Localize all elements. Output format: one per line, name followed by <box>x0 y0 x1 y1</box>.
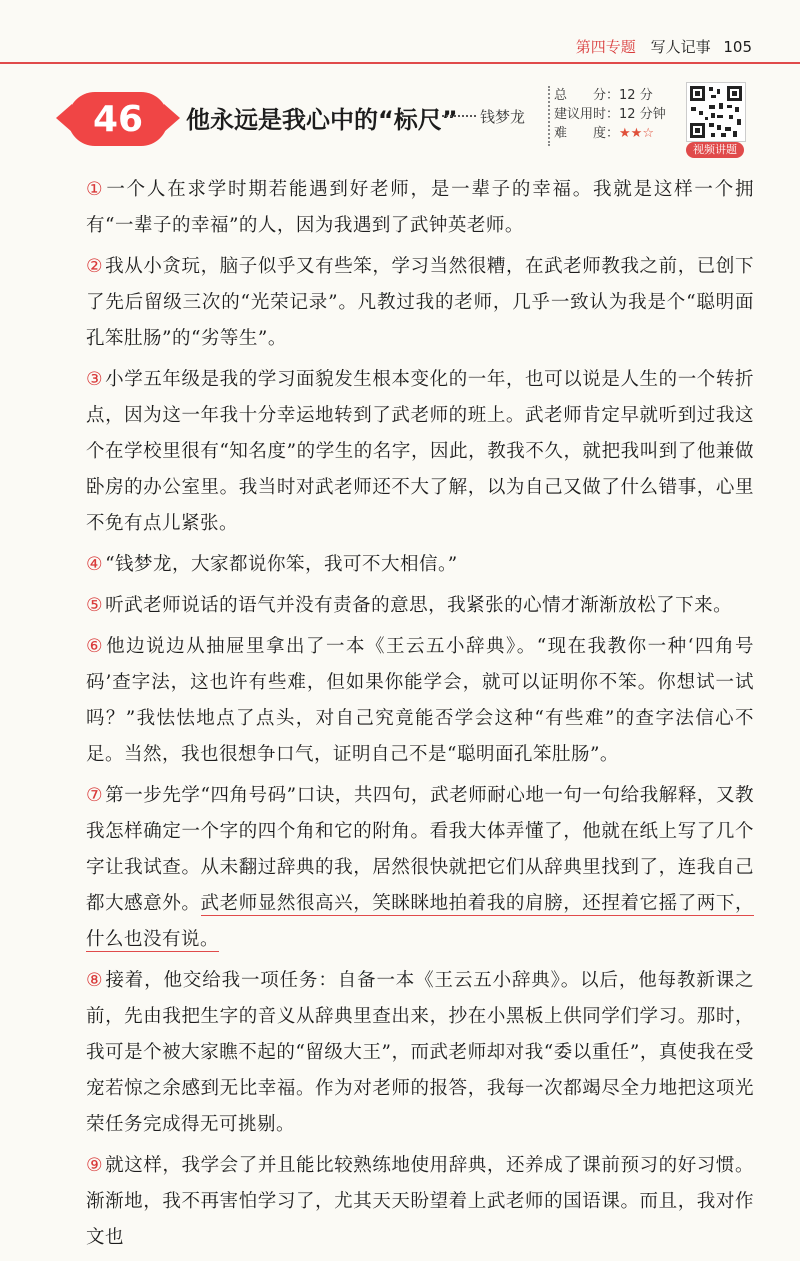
paragraph-number: ⑨ <box>86 1155 104 1176</box>
page-header <box>576 36 752 57</box>
header-divider <box>0 62 800 64</box>
difficulty-star-empty-icon: ☆ <box>642 126 654 141</box>
time-row <box>554 105 678 124</box>
paragraph-number: ② <box>86 256 104 277</box>
difficulty-row <box>554 124 678 143</box>
section-label: 写人记事 <box>650 38 711 56</box>
paragraph <box>86 963 754 1143</box>
topic-label: 第四专题 <box>575 38 636 56</box>
paragraph-text: 第一步先学“四角号码”口诀，共四句，武老师耐心地一句一句给我解释，又教我怎样确定一个字的四个角和它的附角。看我大体弄懂了，他就在纸上写了几个字让我试查。从未翻过辞典的我，居然很快就把它们从辞典里找到了，连我自己都大感意外。 <box>86 785 755 914</box>
paragraph-text: 他边说边从抽屉里拿出了一本《王云五小辞典》。“现在我教你一种‘四角号码’查字法，这也许有些难，但如果你能学会，就可以证明你不笨。你想试一试吗？”我怯怯地点了点头，对自己究竟能否学会这种“有些难”的查字法信心不足。当然，我也很想争口气，证明自己不是“聪明面孔笨肚肠”。 <box>86 636 755 765</box>
paragraph-text: 听武老师说话的语气并没有责备的意思，我紧张的心情才渐渐放松了下来。 <box>105 595 733 616</box>
paragraph-text: 我从小贪玩，脑子似乎又有些笨，学习当然很糟，在武老师教我之前，已创下了先后留级三次的“光荣记录”。凡教过我的老师，几乎一致认为我是个“聪明面孔笨肚肠”的“劣等生”。 <box>86 256 754 349</box>
exercise-info-box <box>548 86 678 146</box>
paragraph-number: ④ <box>86 554 104 575</box>
article-author: 钱梦龙 <box>480 108 526 126</box>
paragraph <box>86 778 754 958</box>
paragraph <box>86 249 754 357</box>
difficulty-label: 难 度： <box>554 126 620 141</box>
article-number: 46 <box>92 98 144 140</box>
paragraph-text: 就这样，我学会了并且能比较熟练地使用辞典，还养成了课前预习的好习惯。渐渐地，我不再害怕学习了，尤其天天盼望着上武老师的国语课。而且，我对作文也 <box>86 1155 754 1248</box>
video-explanation-button[interactable]: 视频讲题 <box>686 142 744 158</box>
paragraph-number: ⑦ <box>86 785 104 806</box>
paragraph-number: ⑥ <box>86 636 105 657</box>
underlined-sentence: 武老师显然很高兴，笑眯眯地拍着我的肩膀，还捏着它摇了两下，什么也没有说。 <box>86 893 754 950</box>
paragraph <box>86 1148 754 1256</box>
title-dots-divider <box>442 115 476 117</box>
paragraph <box>86 629 754 773</box>
paragraph-number: ⑧ <box>86 970 104 991</box>
time-label: 建议用时： <box>554 107 620 122</box>
paragraph <box>86 362 754 542</box>
article-body <box>86 172 754 1261</box>
paragraph-text: 一个人在求学时期若能遇到好老师，是一辈子的幸福。我就是这样一个拥有“一辈子的幸福”的人，因为我遇到了武钟英老师。 <box>86 179 754 236</box>
paragraph-text: 小学五年级是我的学习面貌发生根本变化的一年，也可以说是人生的一个转折点，因为这一年我十分幸运地转到了武老师的班上。武老师肯定早就听到过我这个在学校里很有“知名度”的学生的名字，因此，教我不久，就把我叫到了他兼做卧房的办公室里。我当时对武老师还不大了解，以为自己又做了什么错事，心里不免有点儿紧张。 <box>86 369 754 534</box>
qr-code-icon[interactable] <box>686 82 746 142</box>
paragraph <box>86 172 754 244</box>
article-number-badge <box>68 92 168 146</box>
paragraph-text: 接着，他交给我一项任务：自备一本《王云五小辞典》。以后，他每教新课之前，先由我把生字的音义从辞典里查出来，抄在小黑板上供同学们学习。那时，我可是个被大家瞧不起的“留级大王”，而武老师却对我“委以重任”，真使我在受宠若惊之余感到无比幸福。作为对老师的报答，我每一次都竭尽全力地把这项光荣任务完成得无可挑剔。 <box>86 970 754 1135</box>
paragraph <box>86 547 754 583</box>
page-number: 105 <box>723 38 752 56</box>
score-value: 12 分 <box>619 88 653 103</box>
article-title: 他永远是我心中的“标尺” <box>186 106 458 134</box>
time-value: 12 分钟 <box>619 107 666 122</box>
score-label: 总 分： <box>554 88 620 103</box>
paragraph-text: “钱梦龙，大家都说你笨，我可不大相信。” <box>105 554 458 575</box>
difficulty-stars-filled-icon: ★★ <box>619 126 643 141</box>
score-row <box>554 86 678 105</box>
paragraph-number: ③ <box>86 369 104 390</box>
paragraph-number: ⑤ <box>86 595 104 616</box>
paragraph-number: ① <box>86 179 105 200</box>
paragraph <box>86 588 754 624</box>
